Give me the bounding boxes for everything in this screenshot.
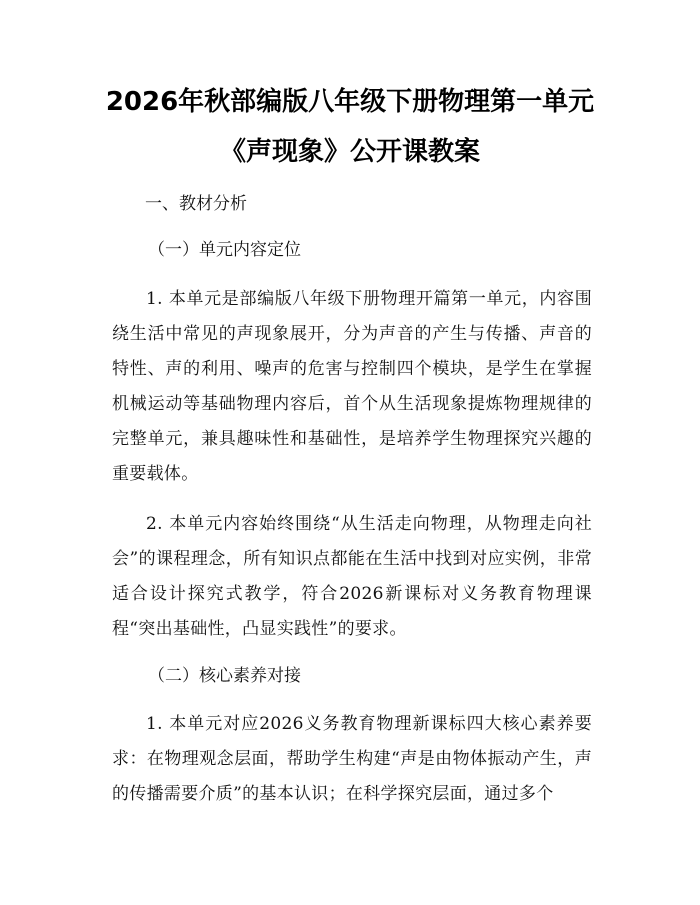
- document-title-line1: 2026年秋部编版八年级下册物理第一单元: [105, 87, 595, 117]
- paragraph-unit-overview: 1. 本单元是部编版八年级下册物理开篇第一单元，内容围绕生活中常见的声现象展开，分为声音的产生与传播、声音的特性、声的利用、噪声的危害与控制四个模块，是学生在掌握机械运动等基础物理内容后，首个从生活现象提炼物理规律的完整单元，兼具趣味性和基础性，是培养学生物理探究兴趣的重要载体。: [112, 289, 592, 484]
- document-title-line2: 《声现象》公开课教案: [219, 137, 480, 167]
- paragraph-curriculum-concept: 2. 本单元内容始终围绕“从生活走向物理，从物理走向社会”的课程理念，所有知识点都能在生活中找到对应实例，非常适合设计探究式教学，符合2026新课标对义务教育物理课程“突出基础性，凸显实践性”的要求。: [112, 514, 592, 639]
- subsection-heading-unit-positioning: （一）单元内容定位: [148, 240, 301, 260]
- subsection-heading-core-literacy: （二）核心素养对接: [148, 666, 301, 686]
- section-heading-textbook-analysis: 一、教材分析: [145, 194, 247, 214]
- paragraph-core-literacy: 1. 本单元对应2026义务教育物理新课标四大核心素养要求：在物理观念层面，帮助学生构建“声是由物体振动产生，声的传播需要介质”的基本认识；在科学探究层面，通过多个: [112, 714, 592, 804]
